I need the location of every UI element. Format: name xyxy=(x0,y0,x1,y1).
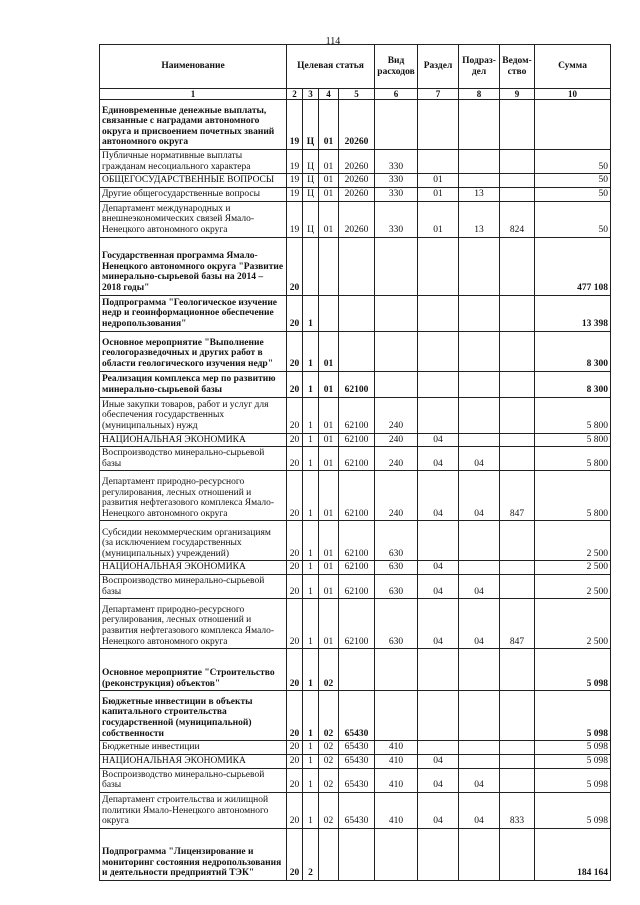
table-row xyxy=(100,792,611,828)
row-target-direction xyxy=(339,649,375,691)
row-section xyxy=(418,371,459,397)
row-target-direction: 20260 xyxy=(339,201,375,237)
row-target-direction: 20260 xyxy=(339,100,375,150)
row-sum: 5 098 xyxy=(535,754,611,768)
row-sum: 50 xyxy=(535,187,611,201)
row-sum: 2 500 xyxy=(535,575,611,599)
row-name: Реализация комплекса мер по развитию минерально-сырьевой базы xyxy=(100,371,287,397)
row-name: НАЦИОНАЛЬНАЯ ЭКОНОМИКА xyxy=(100,561,287,575)
row-target-event: 02 xyxy=(319,741,339,755)
row-subsection xyxy=(459,237,500,295)
row-target-subprogram: 1 xyxy=(303,768,319,792)
row-name: Департамент природно-ресурсного регулирования, лесных отношений и развития нефтегазового комплекса Ямало-Ненецкого автономного округа xyxy=(100,599,287,649)
table-row xyxy=(100,174,611,188)
row-department: 824 xyxy=(500,201,535,237)
row-sum: 50 xyxy=(535,174,611,188)
row-section xyxy=(418,828,459,880)
row-target-direction xyxy=(339,237,375,295)
row-name: Воспроизводство минерально-сырьевой базы xyxy=(100,575,287,599)
row-target-program: 20 xyxy=(287,331,303,371)
row-name: Воспроизводство минерально-сырьевой базы xyxy=(100,447,287,471)
row-subsection: 04 xyxy=(459,792,500,828)
row-sum: 2 500 xyxy=(535,521,611,561)
row-name: Департамент природно-ресурсного регулирования, лесных отношений и развития нефтегазового комплекса Ямало-Ненецкого автономного округа xyxy=(100,471,287,521)
table-row xyxy=(100,433,611,447)
row-name: Бюджетные инвестиции в объекты капитального строительства государственной (муниципальной) собственности xyxy=(100,691,287,741)
row-target-program: 19 xyxy=(287,100,303,150)
row-subsection: 04 xyxy=(459,768,500,792)
table-row xyxy=(100,649,611,691)
row-department xyxy=(500,237,535,295)
row-target-direction: 62100 xyxy=(339,471,375,521)
row-target-subprogram: 1 xyxy=(303,331,319,371)
row-target-event: 01 xyxy=(319,575,339,599)
row-department xyxy=(500,828,535,880)
row-target-subprogram: 1 xyxy=(303,649,319,691)
row-subsection xyxy=(459,371,500,397)
col-number: 4 xyxy=(319,89,339,100)
row-sum: 5 800 xyxy=(535,447,611,471)
row-target-direction: 62100 xyxy=(339,397,375,433)
row-department xyxy=(500,768,535,792)
row-section: 04 xyxy=(418,561,459,575)
row-section xyxy=(418,237,459,295)
row-name: Субсидии некоммерческим организациям (за исключением государственных (муниципальных) учреждений) xyxy=(100,521,287,561)
row-subsection xyxy=(459,741,500,755)
header-section: Раздел xyxy=(418,45,459,89)
row-department xyxy=(500,575,535,599)
row-subsection xyxy=(459,521,500,561)
row-department xyxy=(500,691,535,741)
row-section: 04 xyxy=(418,792,459,828)
row-target-direction: 65430 xyxy=(339,691,375,741)
row-target-direction: 65430 xyxy=(339,792,375,828)
row-target-event: 01 xyxy=(319,471,339,521)
row-target-event: 01 xyxy=(319,433,339,447)
row-target-subprogram: 2 xyxy=(303,828,319,880)
row-target-direction: 62100 xyxy=(339,599,375,649)
row-subsection xyxy=(459,397,500,433)
row-sum xyxy=(535,100,611,150)
row-expense-type: 240 xyxy=(375,433,418,447)
table-row xyxy=(100,561,611,575)
table-row xyxy=(100,295,611,331)
row-department xyxy=(500,433,535,447)
row-department xyxy=(500,187,535,201)
row-target-event: 02 xyxy=(319,754,339,768)
row-target-direction: 65430 xyxy=(339,741,375,755)
header-department: Ведом-ство xyxy=(500,45,535,89)
row-section: 04 xyxy=(418,754,459,768)
table-row xyxy=(100,397,611,433)
row-sum: 5 098 xyxy=(535,768,611,792)
row-target-event: 01 xyxy=(319,371,339,397)
row-expense-type: 410 xyxy=(375,741,418,755)
row-target-event: 01 xyxy=(319,201,339,237)
row-name: Подпрограмма "Геологическое изучение недр и геоинформационное обеспечение недропользования" xyxy=(100,295,287,331)
table-row xyxy=(100,201,611,237)
row-subsection xyxy=(459,174,500,188)
row-target-subprogram: 1 xyxy=(303,397,319,433)
row-target-subprogram: 1 xyxy=(303,295,319,331)
row-section: 04 xyxy=(418,599,459,649)
table-row xyxy=(100,828,611,880)
row-target-program: 20 xyxy=(287,768,303,792)
row-subsection: 04 xyxy=(459,575,500,599)
row-sum: 50 xyxy=(535,201,611,237)
row-target-subprogram: 1 xyxy=(303,371,319,397)
page-number: 114 xyxy=(325,36,341,47)
row-subsection: 13 xyxy=(459,187,500,201)
row-name: Публичные нормативные выплаты гражданам несоциального характера xyxy=(100,150,287,174)
row-expense-type: 410 xyxy=(375,792,418,828)
header-subsection: Подраз-дел xyxy=(459,45,500,89)
row-target-program: 20 xyxy=(287,649,303,691)
row-target-event: 01 xyxy=(319,331,339,371)
row-department xyxy=(500,561,535,575)
row-target-event: 01 xyxy=(319,397,339,433)
row-subsection xyxy=(459,433,500,447)
table-row xyxy=(100,521,611,561)
row-target-direction: 20260 xyxy=(339,150,375,174)
row-sum: 5 098 xyxy=(535,741,611,755)
row-name: НАЦИОНАЛЬНАЯ ЭКОНОМИКА xyxy=(100,433,287,447)
row-expense-type: 630 xyxy=(375,521,418,561)
table-row xyxy=(100,100,611,150)
row-expense-type xyxy=(375,649,418,691)
table-row xyxy=(100,575,611,599)
row-target-event xyxy=(319,237,339,295)
row-target-program: 19 xyxy=(287,150,303,174)
row-target-program: 20 xyxy=(287,447,303,471)
row-section xyxy=(418,691,459,741)
row-sum: 50 xyxy=(535,150,611,174)
row-expense-type: 330 xyxy=(375,187,418,201)
row-department xyxy=(500,649,535,691)
row-name: Основное мероприятие "Выполнение геологоразведочных и других работ в области геологического изучения недр" xyxy=(100,331,287,371)
row-expense-type: 330 xyxy=(375,174,418,188)
table-row xyxy=(100,691,611,741)
row-department: 833 xyxy=(500,792,535,828)
row-department xyxy=(500,754,535,768)
row-target-event: 01 xyxy=(319,447,339,471)
row-expense-type: 330 xyxy=(375,201,418,237)
row-target-event: 01 xyxy=(319,521,339,561)
row-section xyxy=(418,741,459,755)
table-row xyxy=(100,150,611,174)
row-expense-type: 240 xyxy=(375,397,418,433)
row-section: 04 xyxy=(418,471,459,521)
row-target-program: 20 xyxy=(287,237,303,295)
row-target-subprogram: 1 xyxy=(303,754,319,768)
row-section xyxy=(418,295,459,331)
row-name: Иные закупки товаров, работ и услуг для обеспечения государственных (муниципальных) нужд xyxy=(100,397,287,433)
row-section: 04 xyxy=(418,433,459,447)
row-target-program: 19 xyxy=(287,174,303,188)
row-name: Департамент международных и внешнеэкономических связей Ямало-Ненецкого автономного округа xyxy=(100,201,287,237)
row-subsection xyxy=(459,150,500,174)
row-target-direction: 65430 xyxy=(339,754,375,768)
row-target-program: 20 xyxy=(287,792,303,828)
row-expense-type: 240 xyxy=(375,471,418,521)
row-sum: 5 800 xyxy=(535,471,611,521)
table-row xyxy=(100,331,611,371)
row-subsection xyxy=(459,691,500,741)
row-sum: 5 800 xyxy=(535,397,611,433)
row-section: 01 xyxy=(418,201,459,237)
row-target-direction: 20260 xyxy=(339,174,375,188)
row-sum: 5 098 xyxy=(535,691,611,741)
col-number: 9 xyxy=(500,89,535,100)
row-expense-type: 410 xyxy=(375,768,418,792)
row-target-direction: 62100 xyxy=(339,521,375,561)
row-target-program: 20 xyxy=(287,828,303,880)
row-subsection: 04 xyxy=(459,471,500,521)
row-target-program: 20 xyxy=(287,741,303,755)
row-department xyxy=(500,150,535,174)
row-target-event: 01 xyxy=(319,561,339,575)
row-subsection: 04 xyxy=(459,447,500,471)
row-target-subprogram: 1 xyxy=(303,471,319,521)
row-target-program: 19 xyxy=(287,187,303,201)
col-number: 5 xyxy=(339,89,375,100)
col-number: 10 xyxy=(535,89,611,100)
row-target-direction: 62100 xyxy=(339,371,375,397)
col-number: 8 xyxy=(459,89,500,100)
row-department xyxy=(500,331,535,371)
header-name: Наименование xyxy=(100,45,287,89)
row-target-subprogram: 1 xyxy=(303,691,319,741)
row-target-program: 20 xyxy=(287,754,303,768)
table-row xyxy=(100,371,611,397)
row-target-program: 20 xyxy=(287,575,303,599)
row-target-direction: 62100 xyxy=(339,561,375,575)
row-subsection xyxy=(459,331,500,371)
row-section: 01 xyxy=(418,187,459,201)
row-expense-type xyxy=(375,691,418,741)
row-name: Государственная программа Ямало-Ненецкого автономного округа "Развитие минерально-сырьевой базы на 2014 – 2018 годы" xyxy=(100,237,287,295)
row-target-program: 20 xyxy=(287,599,303,649)
header-sum: Сумма xyxy=(535,45,611,89)
row-expense-type xyxy=(375,371,418,397)
col-number: 6 xyxy=(375,89,418,100)
row-target-subprogram: 1 xyxy=(303,599,319,649)
row-sum: 2 500 xyxy=(535,561,611,575)
table-row xyxy=(100,754,611,768)
row-sum: 5 800 xyxy=(535,433,611,447)
row-department xyxy=(500,174,535,188)
row-target-event: 01 xyxy=(319,599,339,649)
row-target-direction: 62100 xyxy=(339,575,375,599)
row-sum: 2 500 xyxy=(535,599,611,649)
row-target-event: 02 xyxy=(319,768,339,792)
row-subsection: 04 xyxy=(459,599,500,649)
row-name: ОБЩЕГОСУДАРСТВЕННЫЕ ВОПРОСЫ xyxy=(100,174,287,188)
col-number: 1 xyxy=(100,89,287,100)
row-department: 847 xyxy=(500,599,535,649)
row-target-event: 01 xyxy=(319,174,339,188)
col-number: 2 xyxy=(287,89,303,100)
row-target-direction: 20260 xyxy=(339,187,375,201)
row-expense-type xyxy=(375,331,418,371)
row-target-event xyxy=(319,828,339,880)
row-target-direction: 62100 xyxy=(339,433,375,447)
row-expense-type: 240 xyxy=(375,447,418,471)
table-row xyxy=(100,187,611,201)
row-target-event: 02 xyxy=(319,649,339,691)
row-subsection xyxy=(459,828,500,880)
row-expense-type: 330 xyxy=(375,150,418,174)
row-expense-type: 630 xyxy=(375,575,418,599)
row-target-program: 20 xyxy=(287,371,303,397)
table-row xyxy=(100,237,611,295)
row-sum: 5 098 xyxy=(535,649,611,691)
row-target-program: 19 xyxy=(287,201,303,237)
row-expense-type xyxy=(375,828,418,880)
row-name: Единовременные денежные выплаты, связанные с наградами автономного округа и присвоением почетных званий автономного округа xyxy=(100,100,287,150)
row-target-subprogram xyxy=(303,237,319,295)
row-name: Подпрограмма "Лицензирование и мониторинг состояния недропользования и деятельности предприятий ТЭК" xyxy=(100,828,287,880)
col-number: 3 xyxy=(303,89,319,100)
row-expense-type xyxy=(375,237,418,295)
row-expense-type xyxy=(375,295,418,331)
row-sum: 184 164 xyxy=(535,828,611,880)
row-target-program: 20 xyxy=(287,397,303,433)
row-expense-type: 410 xyxy=(375,754,418,768)
row-target-program: 20 xyxy=(287,433,303,447)
row-target-subprogram: 1 xyxy=(303,447,319,471)
row-target-program: 20 xyxy=(287,691,303,741)
table-row xyxy=(100,599,611,649)
row-expense-type: 630 xyxy=(375,599,418,649)
row-target-program: 20 xyxy=(287,471,303,521)
row-target-program: 20 xyxy=(287,295,303,331)
row-target-event xyxy=(319,295,339,331)
row-target-subprogram: 1 xyxy=(303,521,319,561)
row-target-direction xyxy=(339,331,375,371)
row-department xyxy=(500,371,535,397)
row-target-subprogram: Ц xyxy=(303,201,319,237)
row-target-subprogram: 1 xyxy=(303,575,319,599)
row-department xyxy=(500,397,535,433)
row-subsection xyxy=(459,100,500,150)
row-target-subprogram: Ц xyxy=(303,174,319,188)
row-target-event: 01 xyxy=(319,100,339,150)
row-department xyxy=(500,100,535,150)
row-subsection xyxy=(459,649,500,691)
row-section: 04 xyxy=(418,575,459,599)
row-subsection xyxy=(459,754,500,768)
row-target-direction: 65430 xyxy=(339,768,375,792)
row-sum: 477 108 xyxy=(535,237,611,295)
header-target: Целевая статья xyxy=(287,45,375,89)
row-name: Департамент строительства и жилищной политики Ямало-Ненецкого автономного округа xyxy=(100,792,287,828)
row-target-program: 20 xyxy=(287,521,303,561)
table-row xyxy=(100,768,611,792)
row-department xyxy=(500,447,535,471)
row-section: 01 xyxy=(418,174,459,188)
row-section: 04 xyxy=(418,447,459,471)
row-sum: 8 300 xyxy=(535,371,611,397)
row-subsection xyxy=(459,295,500,331)
row-section xyxy=(418,331,459,371)
row-target-direction: 62100 xyxy=(339,447,375,471)
row-department xyxy=(500,741,535,755)
row-target-subprogram: Ц xyxy=(303,150,319,174)
row-target-event: 01 xyxy=(319,150,339,174)
row-target-event: 02 xyxy=(319,691,339,741)
row-target-subprogram: 1 xyxy=(303,741,319,755)
table-row xyxy=(100,471,611,521)
row-target-subprogram: 1 xyxy=(303,561,319,575)
budget-table xyxy=(99,44,611,881)
row-department: 847 xyxy=(500,471,535,521)
row-sum: 8 300 xyxy=(535,331,611,371)
row-target-event: 01 xyxy=(319,187,339,201)
row-section xyxy=(418,100,459,150)
row-section: 04 xyxy=(418,768,459,792)
row-section xyxy=(418,150,459,174)
row-subsection: 13 xyxy=(459,201,500,237)
row-sum: 5 098 xyxy=(535,792,611,828)
row-section xyxy=(418,649,459,691)
row-target-program: 20 xyxy=(287,561,303,575)
row-target-direction xyxy=(339,295,375,331)
row-name: Основное мероприятие "Строительство (реконструкция) объектов" xyxy=(100,649,287,691)
table-header-row xyxy=(100,45,611,89)
row-target-direction xyxy=(339,828,375,880)
row-name: Другие общегосударственные вопросы xyxy=(100,187,287,201)
row-target-subprogram: Ц xyxy=(303,187,319,201)
row-name: Бюджетные инвестиции xyxy=(100,741,287,755)
table-row xyxy=(100,447,611,471)
row-target-subprogram: 1 xyxy=(303,792,319,828)
table-row xyxy=(100,741,611,755)
column-number-row xyxy=(100,89,611,100)
row-section xyxy=(418,397,459,433)
row-section xyxy=(418,521,459,561)
row-expense-type: 630 xyxy=(375,561,418,575)
row-target-subprogram: 1 xyxy=(303,433,319,447)
row-department xyxy=(500,295,535,331)
col-number: 7 xyxy=(418,89,459,100)
header-expense-type: Вид расходов xyxy=(375,45,418,89)
row-name: НАЦИОНАЛЬНАЯ ЭКОНОМИКА xyxy=(100,754,287,768)
row-department xyxy=(500,521,535,561)
row-sum: 13 398 xyxy=(535,295,611,331)
row-target-event: 02 xyxy=(319,792,339,828)
row-name: Воспроизводство минерально-сырьевой базы xyxy=(100,768,287,792)
row-expense-type xyxy=(375,100,418,150)
row-target-subprogram: Ц xyxy=(303,100,319,150)
row-subsection xyxy=(459,561,500,575)
